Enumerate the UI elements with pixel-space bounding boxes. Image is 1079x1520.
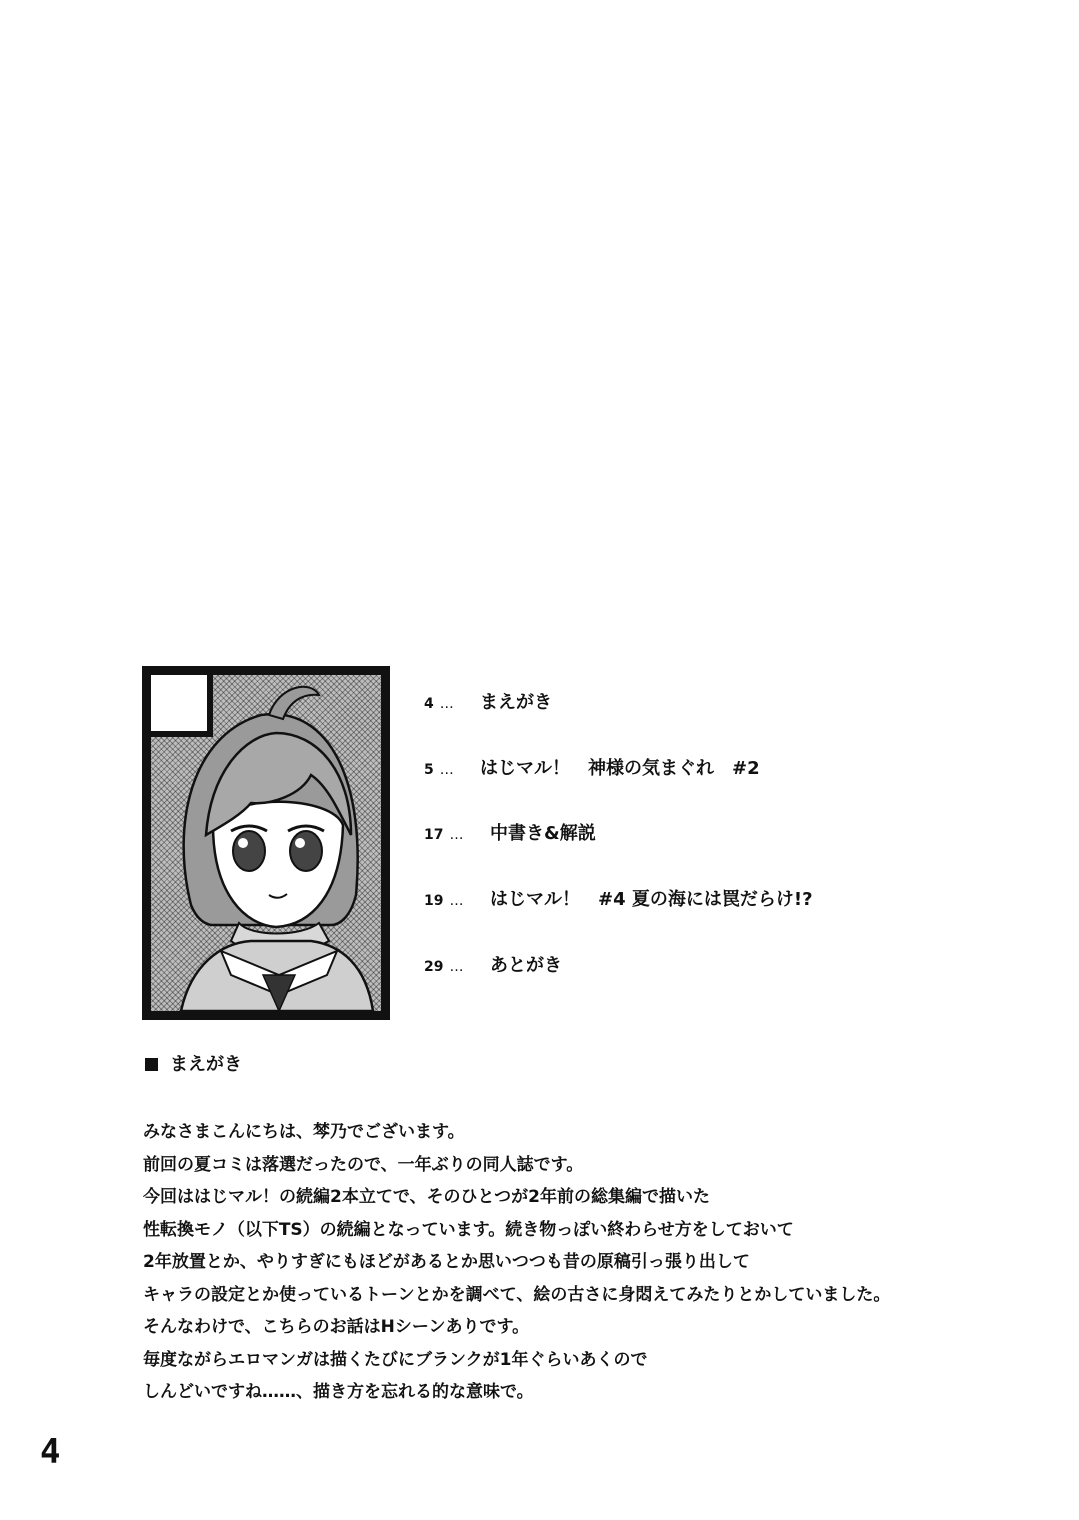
preface-heading (145, 1050, 242, 1076)
page-number: 4 (40, 1432, 61, 1472)
toc-entry-interlude (424, 821, 596, 847)
toc-leader: … (449, 893, 465, 909)
toc-leader: … (439, 762, 455, 778)
preface-line: 毎度ながらエロマンガは描くたびにブランクが1年ぐらいあくので (143, 1349, 648, 1370)
preface-line: 性転換モノ（以下TS）の続編となっています。続き物っぽい終わらせ方をしておいて (143, 1219, 794, 1240)
toc-leader: … (449, 959, 465, 975)
toc-entry-preface (424, 690, 552, 716)
preface-line: みなさまこんにちは、棽乃でございます。 (143, 1122, 465, 1142)
toc-page-number: 5 (424, 762, 434, 778)
preface-line: 2年放置とか、やりすぎにもほどがあるとか思いつつも昔の原稿引っ張り出して (143, 1252, 750, 1272)
preface-line: 今回ははじマル！の続編2本立てで、そのひとつが2年前の総集編で描いた (143, 1187, 710, 1207)
preface-line: そんなわけで、こちらのお話はHシーンありです。 (143, 1317, 530, 1337)
preface-line: 前回の夏コミは落選だったので、一年ぶりの同人誌です。 (143, 1154, 584, 1175)
toc-title: 中書き&解説 (490, 823, 596, 844)
toc-leader: … (449, 827, 465, 843)
toc-page-number: 4 (424, 696, 434, 712)
toc-title: まえがき (480, 692, 552, 713)
toc-title: はじマル！ 神様の気まぐれ #2 (480, 758, 760, 779)
blank-corner-panel (151, 675, 213, 737)
toc-entry-afterword (424, 953, 562, 979)
square-bullet-icon (145, 1058, 158, 1071)
toc-page-number: 19 (424, 893, 444, 909)
toc-title: あとがき (490, 955, 562, 976)
toc-entry-hajimaru-2 (424, 756, 760, 782)
preface-body (143, 1116, 1043, 1409)
preface-line: しんどいですね……、描き方を忘れる的な意味で。 (143, 1382, 534, 1402)
toc-title: はじマル！ #4 夏の海には罠だらけ!? (490, 889, 813, 910)
toc-entry-hajimaru-4 (424, 887, 813, 913)
toc-page-number: 17 (424, 827, 444, 843)
cover-illustration-frame (142, 666, 390, 1020)
toc-leader: … (439, 696, 455, 712)
preface-heading-text: まえがき (170, 1054, 242, 1075)
toc-page-number: 29 (424, 959, 444, 975)
preface-line: キャラの設定とか使っているトーンとかを調べて、絵の古さに身悶えてみたりとかしていました。 (143, 1284, 891, 1305)
